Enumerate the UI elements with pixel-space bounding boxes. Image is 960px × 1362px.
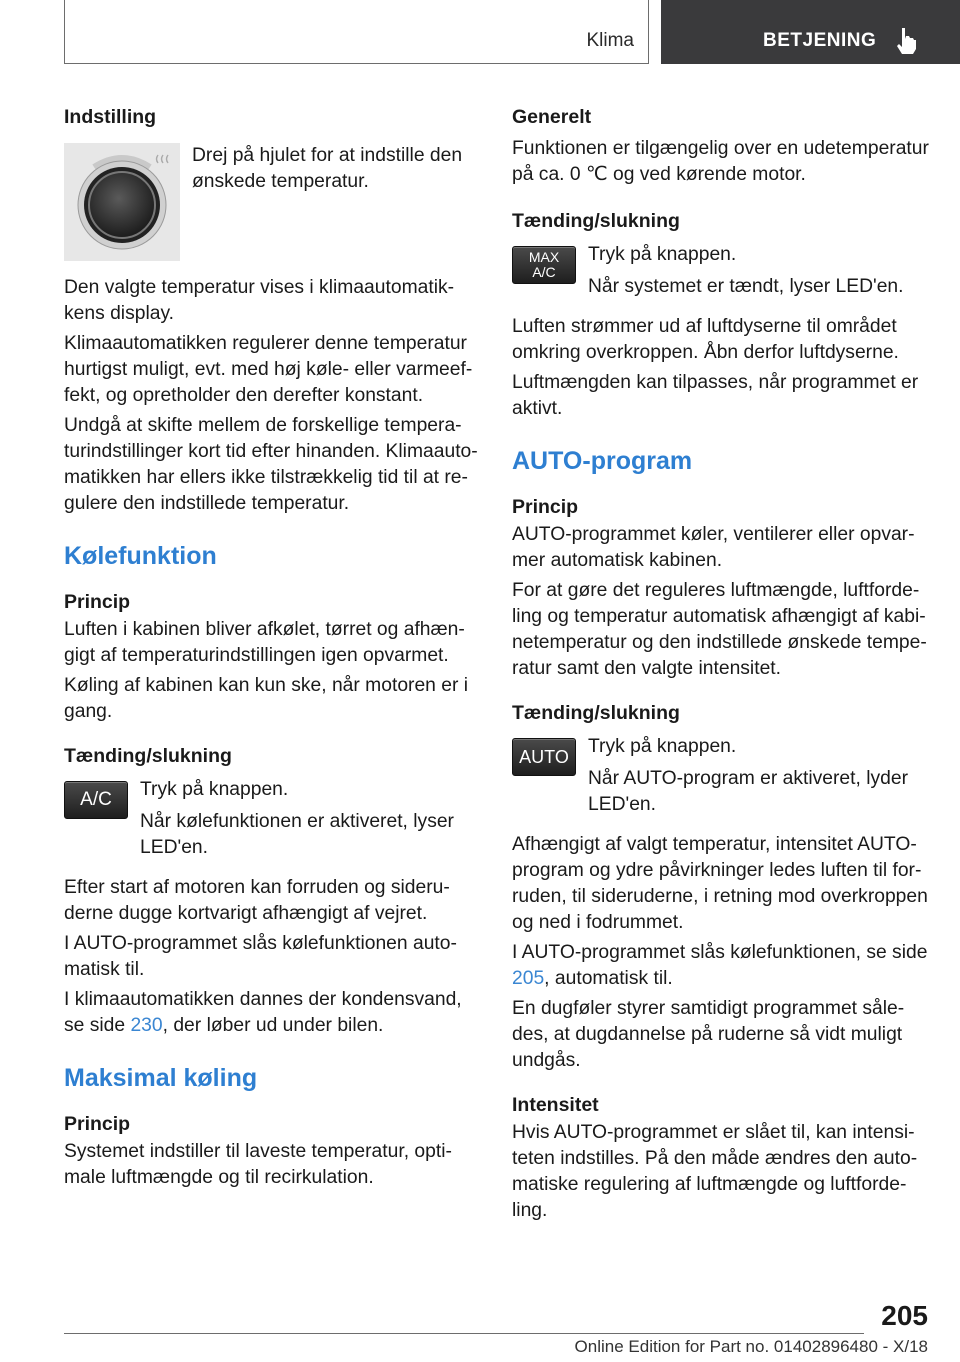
paragraph: Luften strømmer ud af luftdyserne til området omkring overkroppen. Åbn derfor luftdyserne. [512,316,899,363]
paragraph: Køling af kabinen kan kun ske, når motoren er i gang. [64,675,469,722]
taending-heading: Tænding/slukning [512,210,680,232]
paragraph: Undgå at skifte mellem de forskellige tempera-turindstillinger kort tid efter hinanden. Klimaauto-matikken har ellers ikke tilstrækkelig tid til at re-gulere den indstillede temperatur. [64,415,478,514]
ac-row [64,777,484,861]
paragraph: En dugføler styrer samtidigt programmet såle-des, at dugdannelse på ruderne så vidt muligt undgås. [512,998,905,1071]
paragraph: Efter start af motoren kan forruden og sideru-derne dugge kortvarigt afhængigt af vejret. [64,877,450,924]
edition-note: Online Edition for Part no. 01402896480 - X/18 [574,1337,928,1356]
knob-text: Drej på hjulet for at indstille den ønskede temperatur. [192,145,463,192]
ac-button-icon: A/C [64,781,128,819]
pointing-hand-icon [893,26,919,54]
page-number: 205 [881,1300,928,1331]
paragraph: Afhængigt af valgt temperatur, intensitet AUTO-program og ydre påvirkninger ledes luften til for-ruden, til sideruderne, i retning mod overkroppen og ned i fodrummet. [512,834,928,933]
princip-heading: Princip [64,1113,131,1135]
auto-button-icon: AUTO [512,738,576,776]
paragraph: Klimaautomatikken regulerer denne temperatur hurtigst muligt, evt. med høj køle- eller varmeef-fekt, og opretholder den derefter konstant. [64,333,473,406]
max-ac-led-note: Når systemet er tændt, lyser LED'en. [588,276,904,297]
temperature-knob-image [64,143,180,261]
max-ac-button-icon: MAX A/C [512,246,576,284]
paragraph: Systemet indstiller til laveste temperatur, opti-male luftmængde og til recirkulation. [64,1141,452,1188]
auto-row [512,734,932,818]
paragraph: Luftmængden kan tilpasses, når programmet er aktivt. [512,372,919,419]
indstilling-heading: Indstilling [64,106,157,128]
knob-row [64,143,484,261]
ac-led-note: Når kølefunktionen er aktiveret, lyser LED'en. [140,811,454,858]
page-link-205[interactable]: 205 [512,968,545,989]
header-chapter-box [64,0,649,64]
section-title: BETJENING [763,30,877,51]
maksimal-koling-heading: Maksimal køling [64,1064,258,1092]
auto-program-heading: AUTO-program [512,447,693,475]
paragraph: I klimaautomatikken dannes der kondensvand, se side 230, der løber ud under bilen. [64,989,462,1036]
intensitet-heading: Intensitet [512,1094,599,1116]
paragraph: Funktionen er tilgængelig over en udetemperatur på ca. 0 ℃ og ved kørende motor. [512,138,929,185]
ac-instruction: Tryk på knappen. [140,779,289,800]
taending-heading: Tænding/slukning [512,702,680,724]
paragraph: Den valgte temperatur vises i klimaautomatik-kens display. [64,277,455,324]
generelt-heading: Generelt [512,106,592,128]
paragraph: Hvis AUTO-programmet er slået til, kan intensi-teten indstilles. På den måde ændres den auto-matiske regulering af luftmængde og luftforde-ling. [512,1122,918,1221]
princip-heading: Princip [512,496,579,518]
auto-instruction: Tryk på knappen. [588,736,737,757]
page-link-230[interactable]: 230 [130,1015,163,1036]
right-column [512,104,932,1224]
header-section-box [661,0,960,64]
max-ac-instruction: Tryk på knappen. [588,244,737,265]
paragraph: Luften i kabinen bliver afkølet, tørret og afhæn-gigt af temperaturindstillingen igen opvarmet. [64,619,465,666]
paragraph: I AUTO-programmet slås kølefunktionen auto-matisk til. [64,933,457,980]
paragraph: For at gøre det reguleres luftmængde, luftforde-ling og temperatur automatisk afhængigt af kabi-netemperatur og den indstillede ønskede tempe-ratur samt den valgte intensitet. [512,580,927,679]
temperature-knob-icon [64,143,180,261]
max-ac-row [512,242,932,300]
chapter-title: Klima [586,30,634,51]
princip-heading: Princip [64,591,131,613]
auto-led-note: Når AUTO-program er aktiveret, lyder LED'en. [588,768,909,815]
paragraph: AUTO-programmet køler, ventilerer eller opvar-mer automatisk kabinen. [512,524,915,571]
taending-heading: Tænding/slukning [64,745,232,767]
left-column [64,104,484,1191]
paragraph: I AUTO-programmet slås kølefunktionen, se side 205, automatisk til. [512,942,928,989]
kolefunktion-heading: Kølefunktion [64,542,217,570]
footer-divider [64,1333,864,1334]
